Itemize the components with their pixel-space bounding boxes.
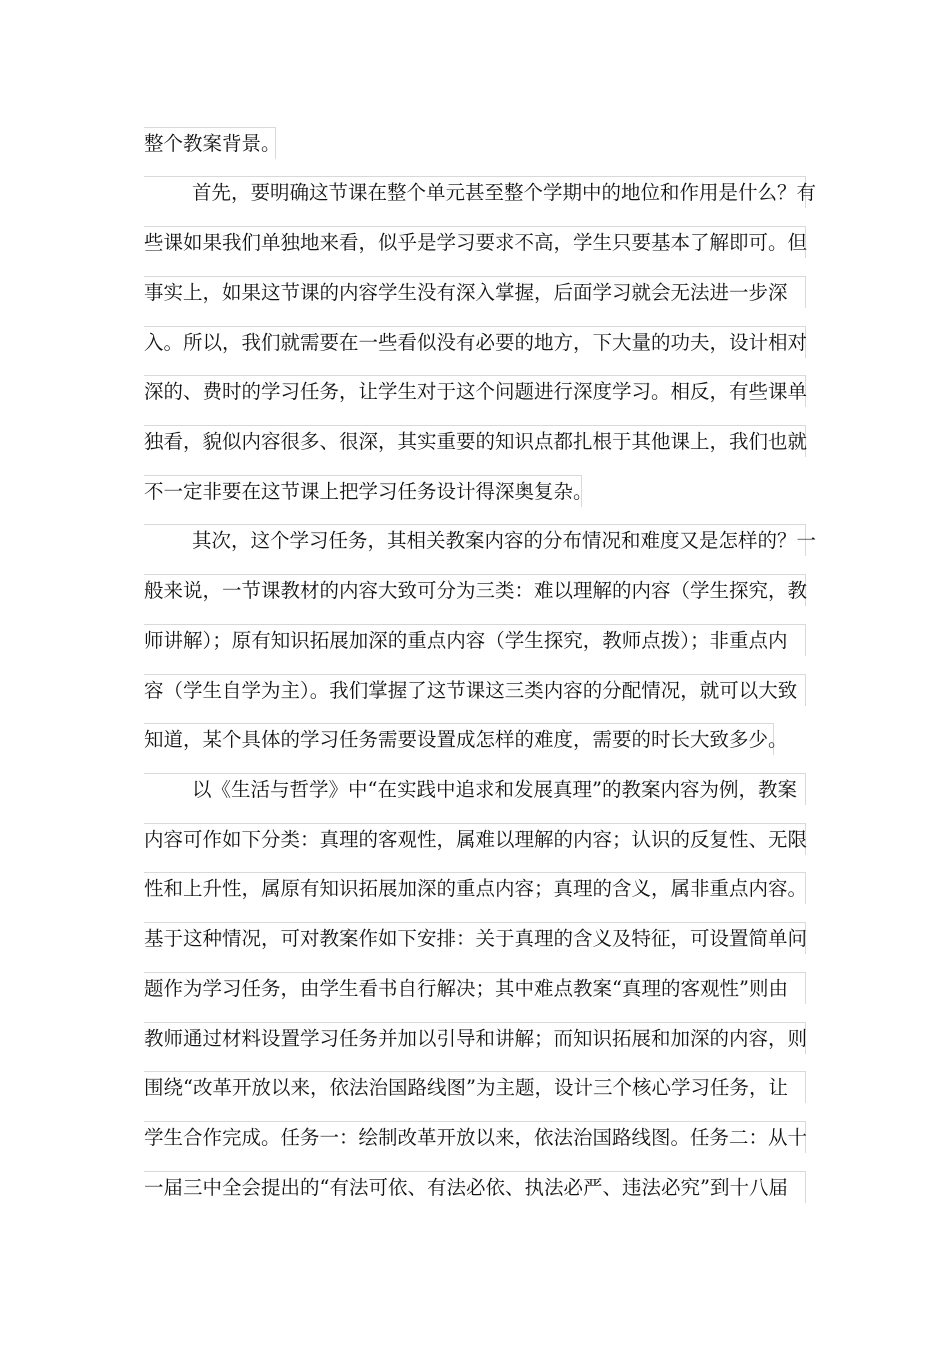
text-line-21: 学生合作完成。任务一：绘制改革开放以来，依法治国路线图。任务二：从十 [144,1121,806,1153]
text-line-9: 其次，这个学习任务，其相关教案内容的分布情况和难度又是怎样的？一 [144,524,806,556]
text-line-15: 内容可作如下分类：真理的客观性，属难以理解的内容；认识的反复性、无限 [144,823,806,855]
text-line-7: 独看，貌似内容很多、很深，其实重要的知识点都扎根于其他课上，我们也就 [144,425,806,457]
text-line-17: 基于这种情况，可对教案作如下安排：关于真理的含义及特征，可设置简单问 [144,922,806,954]
text-line-4: 事实上，如果这节课的内容学生没有深入掌握，后面学习就会无法进一步深 [144,276,806,308]
text-line-6: 深的、费时的学习任务，让学生对于这个问题进行深度学习。相反，有些课单 [144,375,806,407]
text-line-1: 整个教案背景。 [144,127,276,159]
text-line-5: 入。所以，我们就需要在一些看似没有必要的地方，下大量的功夫，设计相对 [144,326,806,358]
text-line-2: 首先，要明确这节课在整个单元甚至整个学期中的地位和作用是什么？有 [144,176,806,208]
text-line-18: 题作为学习任务，由学生看书自行解决；其中难点教案“真理的客观性”则由 [144,972,806,1004]
text-line-11: 师讲解）；原有知识拓展加深的重点内容（学生探究，教师点拨）；非重点内 [144,624,806,656]
text-line-3: 些课如果我们单独地来看，似乎是学习要求不高，学生只要基本了解即可。但 [144,226,806,258]
text-line-14: 以《生活与哲学》中“在实践中追求和发展真理”的教案内容为例，教案 [144,773,806,805]
text-line-22: 一届三中全会提出的“有法可依、有法必依、执法必严、违法必究”到十八届 [144,1171,806,1203]
text-line-10: 般来说，一节课教材的内容大致可分为三类：难以理解的内容（学生探究，教 [144,574,806,606]
text-line-13: 知道，某个具体的学习任务需要设置成怎样的难度，需要的时长大致多少。 [144,723,774,755]
text-line-8: 不一定非要在这节课上把学习任务设计得深奥复杂。 [144,475,582,507]
text-line-12: 容（学生自学为主）。我们掌握了这节课这三类内容的分配情况，就可以大致 [144,674,806,706]
text-line-19: 教师通过材料设置学习任务并加以引导和讲解；而知识拓展和加深的内容，则 [144,1022,806,1054]
text-line-20: 围绕“改革开放以来，依法治国路线图”为主题，设计三个核心学习任务，让 [144,1071,806,1103]
text-line-16: 性和上升性，属原有知识拓展加深的重点内容；真理的含义，属非重点内容。 [144,872,806,904]
